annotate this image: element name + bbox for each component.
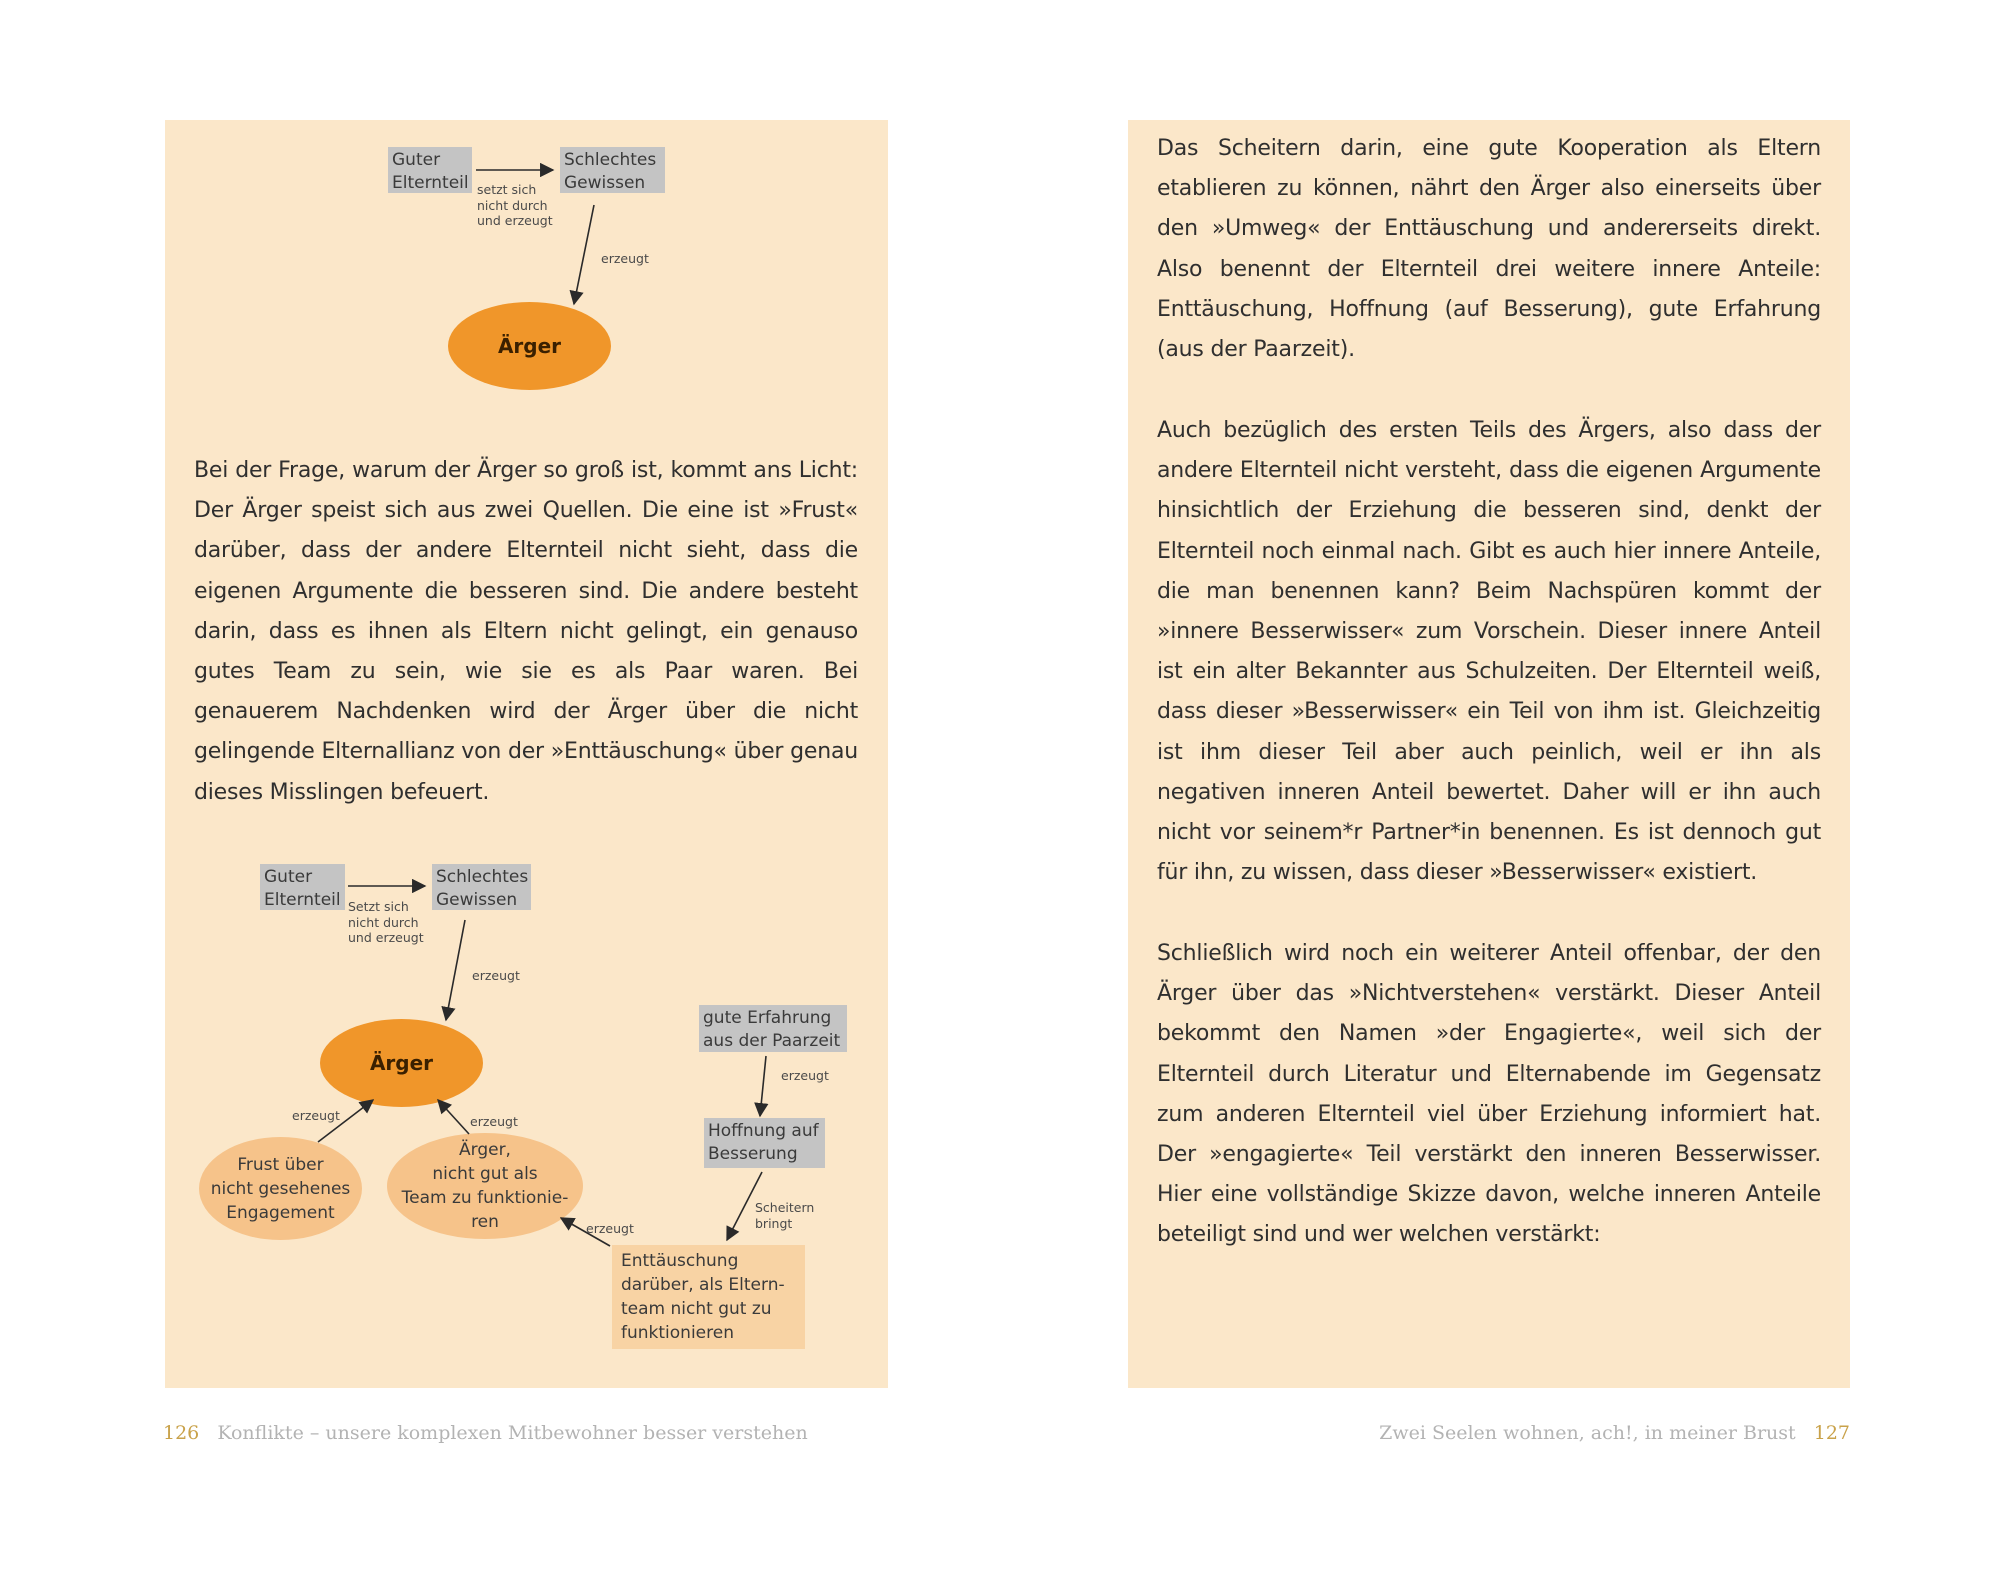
left-body-paragraph: Bei der Frage, warum der Ärger so groß ist, kommt ans Licht: Der Ärger speist sich aus zwei Quellen. Die eine ist »Frust« darüber, dass der andere Elternteil nicht sieht, dass die eigenen Argumente die besseren sind. Die andere besteht darin, dass es ihnen als Eltern nicht gelingt, ein genauso gutes Team zu sein, wie sie es als Paar waren. Bei genauerem Nachdenken wird der Ärger über die nicht gelingende Elternallianz von der »Enttäuschung« über genau dieses Misslingen befeuert. xyxy=(194,458,858,805)
page-number-left: 126 xyxy=(163,1422,200,1444)
node-anger-team: Ärger, nicht gut als Team zu funktionie- ren xyxy=(387,1133,583,1239)
right-paragraph-1: Das Scheitern darin, eine gute Kooperation als Eltern etablieren zu können, nährt den Ärger also einerseits über den »Umweg« der Enttäuschung und andererseits direkt. Also benennt der Elternteil drei weitere innere Anteile: Enttäuschung, Hoffnung (auf Besserung), gute Erfahrung (aus der Paarzeit). xyxy=(1157,136,1821,363)
label-creates-2: erzeugt xyxy=(292,1108,340,1123)
footer-left xyxy=(163,1422,808,1444)
box-hope: Hoffnung auf Besserung xyxy=(704,1118,825,1168)
label-creates-3: erzeugt xyxy=(470,1114,518,1129)
footer-right xyxy=(1379,1422,1850,1444)
label-creates-1: erzeugt xyxy=(472,968,520,983)
box-bad-conscience: Schlechtes Gewissen xyxy=(560,147,665,193)
page-number-right: 127 xyxy=(1813,1422,1850,1444)
node-anger-2: Ärger xyxy=(320,1019,483,1107)
box-good-experience: gute Erfahrung aus der Paarzeit xyxy=(699,1005,847,1052)
label-failure-brings: Scheitern bringt xyxy=(755,1200,815,1231)
running-title-right: Zwei Seelen wohnen, ach!, in meiner Brust xyxy=(1379,1422,1796,1444)
box-good-parent: Guter Elternteil xyxy=(388,147,472,193)
box-disappointment: Enttäuschung darüber, als Eltern- team nicht gut zu funktionieren xyxy=(612,1245,805,1349)
node-frust: Frust über nicht gesehenes Engagement xyxy=(199,1137,362,1240)
label-creates: erzeugt xyxy=(601,251,649,266)
label-not-prevail-2: Setzt sich nicht durch und erzeugt xyxy=(348,899,424,945)
label-creates-4: erzeugt xyxy=(781,1068,829,1083)
node-anger: Ärger xyxy=(448,302,611,390)
right-paragraph-2: Auch bezüglich des ersten Teils des Ärgers, also dass der andere Elternteil nicht versteht, dass die eigenen Argumente hinsichtlich der Erziehung die besseren sind, denkt der Elternteil noch einmal nach. Gibt es auch hier innere Anteile, die man benennen kann? Beim Nachspüren kommt der »innere Besserwisser« zum Vorschein. Dieser innere Anteil ist ein alter Bekannter aus Schulzeiten. Der Elternteil weiß, dass dieser »Besserwisser« ein Teil von ihm ist. Gleichzeitig ist ihm dieser Teil aber auch peinlich, weil er ihn als negativen inneren Anteil bewertet. Daher will er ihn auch nicht vor seinem*r Partner*in benennen. Es ist dennoch gut für ihn, zu wissen, dass dieser »Besserwisser« existiert. xyxy=(1157,418,1821,886)
label-not-prevail: setzt sich nicht durch und erzeugt xyxy=(477,182,553,228)
box-bad-conscience-2: Schlechtes Gewissen xyxy=(432,864,531,910)
right-paragraph-3: Schließlich wird noch ein weiterer Anteil offenbar, der den Ärger über das »Nichtverstehen« verstärkt. Dieser Anteil bekommt den Namen »der Engagierte«, weil sich der Elternteil durch Literatur und Elternabende im Gegensatz zum anderen Elternteil viel über Erziehung informiert hat. Der »engagierte« Teil verstärkt den inneren Besserwisser. Hier eine vollständige Skizze davon, welche inneren Anteile beteiligt sind und wer welchen verstärkt: xyxy=(1157,941,1821,1248)
label-creates-5: erzeugt xyxy=(586,1221,634,1236)
box-good-parent-2: Guter Elternteil xyxy=(260,864,345,910)
running-title-left: Konflikte – unsere komplexen Mitbewohner besser verstehen xyxy=(217,1422,808,1444)
